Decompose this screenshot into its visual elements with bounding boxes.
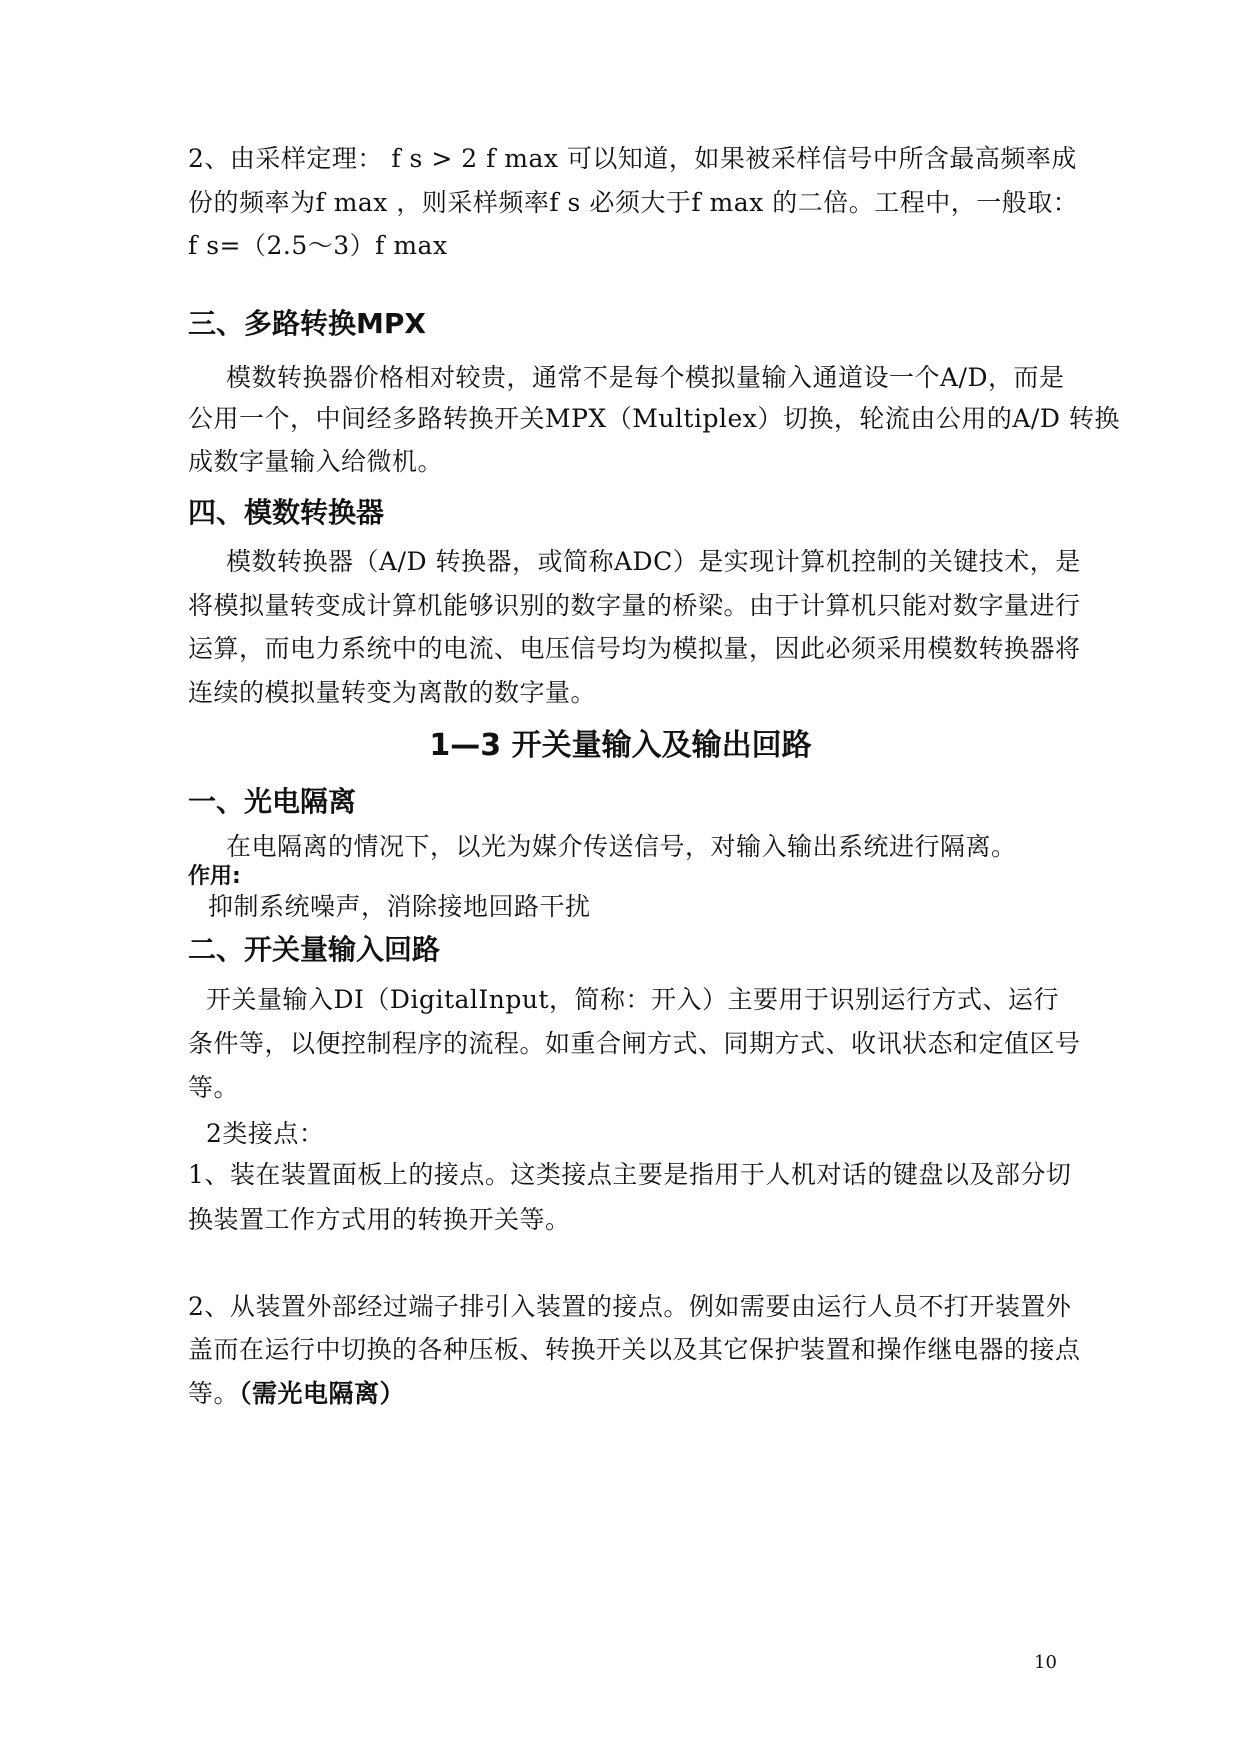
paragraph-line: 成数字量输入给微机。 — [188, 447, 444, 476]
paragraph-line: 连续的模拟量转变为离散的数字量。 — [188, 678, 597, 707]
paragraph-line: 条件等，以便控制程序的流程。如重合闸方式、同期方式、收讯状态和定值区号 — [188, 1029, 1081, 1058]
contact-types-intro: 2类接点： — [206, 1119, 325, 1148]
paragraph-line: 等。 — [188, 1073, 240, 1102]
list-item-text: 等。 — [188, 1379, 240, 1408]
paragraph-line: 模数转换器（A/D 转换器，或简称ADC）是实现计算机控制的关键技术，是 — [226, 547, 1081, 576]
section-heading-isolation: 一、光电隔离 — [188, 785, 357, 818]
section-heading-adc: 四、模数转换器 — [188, 496, 385, 529]
paragraph-line: 运算，而电力系统中的电流、电压信号均为模拟量，因此必须采用模数转换器将 — [188, 634, 1081, 663]
list-item-line: 盖而在运行中切换的各种压板、转换开关以及其它保护装置和操作继电器的接点 — [188, 1335, 1081, 1364]
list-item-line: 2、从装置外部经过端子排引入装置的接点。例如需要由运行人员不打开装置外 — [188, 1292, 1072, 1321]
list-item-line-last — [188, 1377, 405, 1411]
list-item-line: 换装置工作方式用的转换开关等。 — [188, 1205, 571, 1234]
role-text: 抑制系统噪声，消除接地回路干扰 — [208, 892, 591, 921]
role-label: 作用: — [188, 864, 241, 889]
page-number: 10 — [1034, 1652, 1057, 1673]
sampling-formula: f s=（2.5～3）f max — [188, 231, 448, 260]
paragraph-line: 模数转换器价格相对较贵，通常不是每个模拟量输入通道设一个A/D，而是 — [226, 363, 1065, 392]
paragraph-line: 开关量输入DI（DigitalInput，简称：开入）主要用于识别运行方式、运行 — [206, 985, 1060, 1014]
section-heading-digital-input: 二、开关量输入回路 — [188, 933, 441, 966]
paragraph-line: 在电隔离的情况下，以光为媒介传送信号，对输入输出系统进行隔离。 — [226, 832, 1017, 861]
isolation-note: （需光电隔离） — [239, 1379, 406, 1408]
chapter-title: 1—3 开关量输入及输出回路 — [429, 728, 812, 763]
paragraph-line: 将模拟量转变成计算机能够识别的数字量的桥梁。由于计算机只能对数字量进行 — [188, 591, 1081, 620]
paragraph-line: 公用一个，中间经多路转换开关MPX（Multiplex）切换，轮流由公用的A/D 转换 — [188, 404, 1120, 433]
list-item-line: 1、装在装置面板上的接点。这类接点主要是指用于人机对话的键盘以及部分切 — [188, 1160, 1072, 1189]
sampling-line-1: 2、由采样定理： f s > 2 f max 可以知道，如果被采样信号中所含最高频率成 — [188, 144, 1077, 173]
section-heading-mpx: 三、多路转换MPX — [188, 307, 426, 340]
sampling-line-2: 份的频率为f max ，则采样频率f s 必须大于f max 的二倍。工程中，一般取： — [188, 188, 1079, 217]
